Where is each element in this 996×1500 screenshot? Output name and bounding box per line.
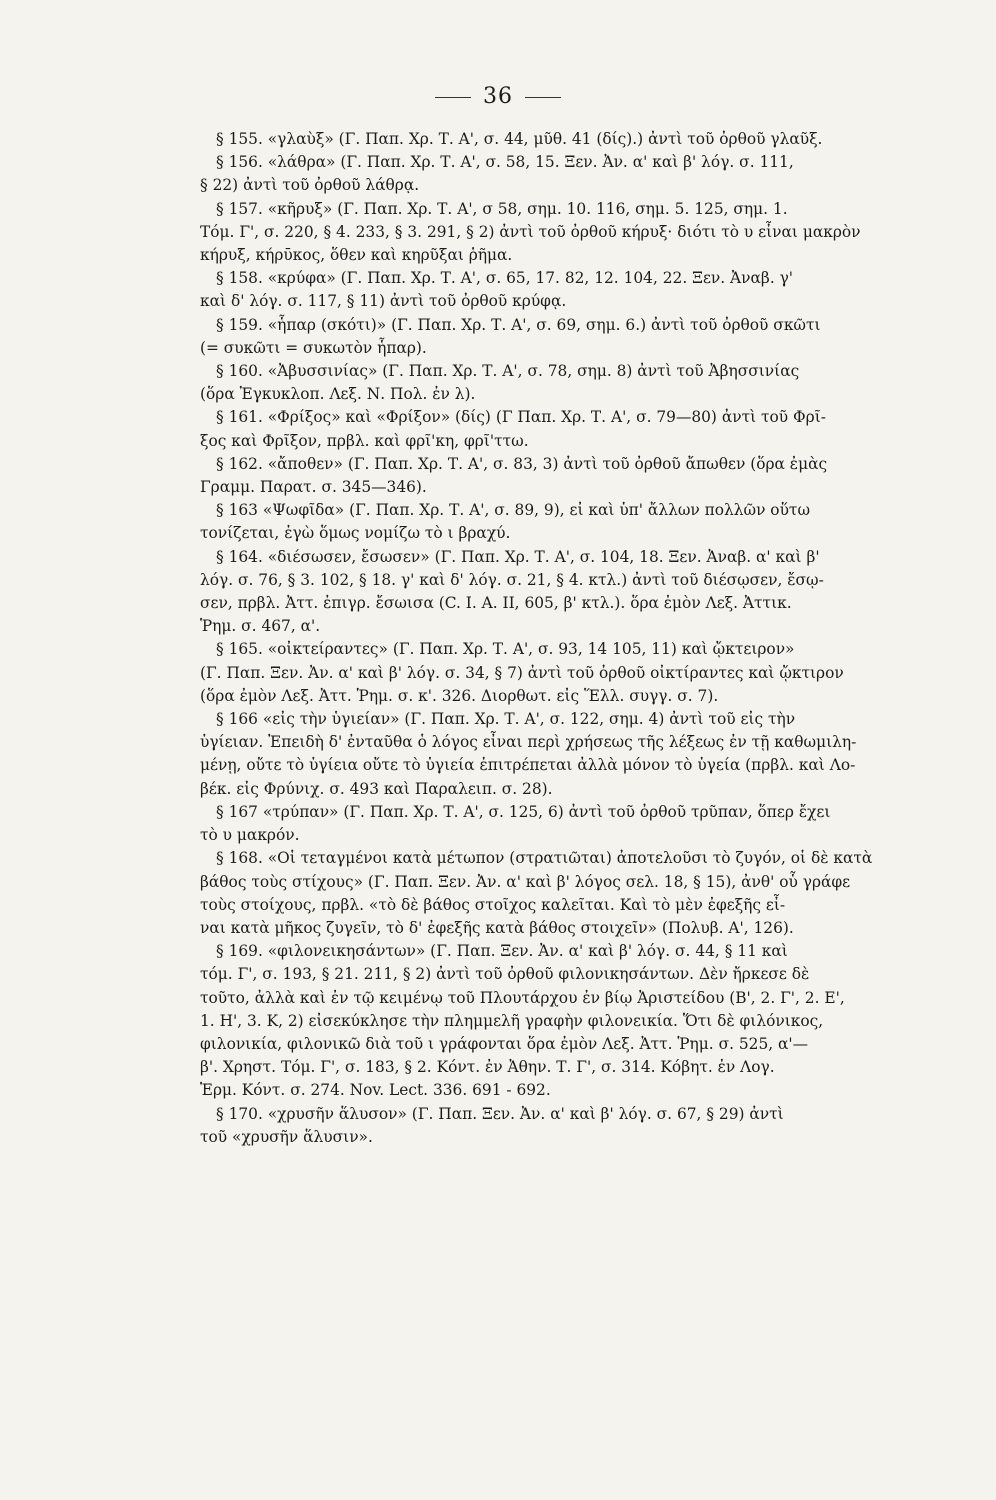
text-line: § 164. «διέσωσεν, ἔσωσεν» (Γ. Παπ. Χρ. Τ. Α', σ. 104, 18. Ξεν. Ἀναβ. α' καὶ β' bbox=[216, 547, 820, 566]
text-line: ξος καὶ Φρῖξον, πρβλ. καὶ φρῖ'κη, φρῖ'ττω. bbox=[200, 431, 529, 450]
text-line: (Γ. Παπ. Ξεν. Ἀν. α' καὶ β' λόγ. σ. 34, § 7) ἀντὶ τοῦ ὀρθοῦ οἰκτίραντες καὶ ᾤκτιρον bbox=[200, 663, 844, 682]
right-dash bbox=[525, 97, 561, 98]
text-line: φιλονικία, φιλονικῶ διὰ τοῦ ι γράφονται ὅρα ἐμὸν Λεξ. Ἀττ. Ῥημ. σ. 525, α'— bbox=[200, 1034, 809, 1053]
text-line: σεν, πρβλ. Ἀττ. ἐπιγρ. ἔσωισα (C. I. A. II, 605, β' κτλ.). ὅρα ἐμὸν Λεξ. Ἀττικ. bbox=[200, 594, 792, 613]
text-line: τοῦ «χρυσῆν ἅλυσιν». bbox=[200, 1127, 373, 1146]
body-text bbox=[200, 128, 958, 1149]
text-line: § 166 «εἰς τὴν ὑγιείαν» (Γ. Παπ. Χρ. Τ. Α', σ. 122, σημ. 4) ἀντὶ τοῦ εἰς τὴν bbox=[216, 710, 796, 729]
text-line: Ῥημ. σ. 467, α'. bbox=[200, 617, 321, 636]
text-line: § 157. «κῆρυξ» (Γ. Παπ. Χρ. Τ. Α', σ 58, σημ. 10. 116, σημ. 5. 125, σημ. 1. bbox=[216, 199, 788, 218]
text-line: ναι κατὰ μῆκος ζυγεῖν, τὸ δ' ἐφεξῆς κατὰ βάθος στοιχεῖν» (Πολυβ. Α', 126). bbox=[200, 918, 794, 937]
text-line: § 162. «ἄποθεν» (Γ. Παπ. Χρ. Τ. Α', σ. 83, 3) ἀντὶ τοῦ ὀρθοῦ ἄπωθεν (ὅρα ἐμὰς bbox=[216, 454, 828, 473]
text-line: § 169. «φιλονεικησάντων» (Γ. Παπ. Ξεν. Ἀν. α' καὶ β' λόγ. σ. 44, § 11 καὶ bbox=[216, 942, 788, 961]
text-line: § 158. «κρύφα» (Γ. Παπ. Χρ. Τ. Α', σ. 65, 17. 82, 12. 104, 22. Ξεν. Ἀναβ. γ' bbox=[216, 269, 794, 288]
text-line: § 156. «λάθρα» (Γ. Παπ. Χρ. Τ. Α', σ. 58, 15. Ξεν. Ἀν. α' καὶ β' λόγ. σ. 111, bbox=[216, 153, 794, 172]
text-line: (ὅρα Ἐγκυκλοπ. Λεξ. Ν. Πολ. ἐν λ). bbox=[200, 385, 476, 404]
text-line: § 161. «Φρίξος» καὶ «Φρίξον» (δίς) (Γ Παπ. Χρ. Τ. Α', σ. 79—80) ἀντὶ τοῦ Φρῖ- bbox=[216, 408, 826, 427]
text-line: § 163 «Ψωφῖδα» (Γ. Παπ. Χρ. Τ. Α', σ. 89, 9), εἰ καὶ ὑπ' ἄλλων πολλῶν οὕτω bbox=[216, 501, 810, 520]
text-line: τοὺς στοίχους, πρβλ. «τὸ δὲ βάθος στοῖχος καλεῖται. Καὶ τὸ μὲν ἐφεξῆς εἶ- bbox=[200, 895, 786, 914]
text-line: § 168. «Οἱ τεταγμένοι κατὰ μέτωπον (στρατιῶται) ἀποτελοῦσι τὸ ζυγόν, οἱ δὲ κατὰ bbox=[216, 849, 873, 868]
text-line: § 22) ἀντὶ τοῦ ὀρθοῦ λάθρᾳ. bbox=[200, 176, 420, 195]
text-line: § 159. «ἧπαρ (σκότι)» (Γ. Παπ. Χρ. Τ. Α', σ. 69, σημ. 6.) ἀντὶ τοῦ ὀρθοῦ σκῶτι bbox=[216, 315, 821, 334]
page-header bbox=[0, 84, 996, 109]
text-line: Τόμ. Γ', σ. 220, § 4. 233, § 3. 291, § 2) ἀντὶ τοῦ ὀρθοῦ κήρυξ· διότι τὸ υ εἶναι μακρὸν bbox=[200, 222, 861, 241]
text-line: λόγ. σ. 76, § 3. 102, § 18. γ' καὶ δ' λόγ. σ. 21, § 4. κτλ.) ἀντὶ τοῦ διέσῳσεν, ἔσῳ- bbox=[200, 570, 824, 589]
text-line: τὸ υ μακρόν. bbox=[200, 826, 300, 845]
text-line: § 170. «χρυσῆν ἅλυσον» (Γ. Παπ. Ξεν. Ἀν. α' καὶ β' λόγ. σ. 67, § 29) ἀντὶ bbox=[216, 1104, 784, 1123]
text-line: τοῦτο, ἀλλὰ καὶ ἐν τῷ κειμένῳ τοῦ Πλουτάρχου ἐν βίῳ Ἀριστείδου (Β', 2. Γ', 2. Ε', bbox=[200, 988, 845, 1007]
text-line: § 167 «τρύπαν» (Γ. Παπ. Χρ. Τ. Α', σ. 125, 6) ἀντὶ τοῦ ὀρθοῦ τρῦπαν, ὅπερ ἔχει bbox=[216, 802, 831, 821]
text-line: τονίζεται, ἐγὼ ὅμως νομίζω τὸ ι βραχύ. bbox=[200, 524, 511, 543]
text-line: βέκ. εἰς Φρύνιχ. σ. 493 καὶ Παραλειπ. σ. 28). bbox=[200, 779, 553, 798]
text-line: Ἑρμ. Κόντ. σ. 274. Nov. Lect. 336. 691 - 692. bbox=[200, 1081, 551, 1100]
text-line: 1. Η', 3. Κ, 2) εἰσεκύκλησε τὴν πλημμελῆ γραφὴν φιλονεικία. Ὅτι δὲ φιλόνικος, bbox=[200, 1011, 824, 1030]
text-line: § 155. «γλαὺξ» (Γ. Παπ. Χρ. Τ. Α', σ. 44, μῦθ. 41 (δίς).) ἀντὶ τοῦ ὀρθοῦ γλαῦξ. bbox=[216, 130, 823, 148]
text-line: § 160. «Ἀβυσσινίας» (Γ. Παπ. Χρ. Τ. Α', σ. 78, σημ. 8) ἀντὶ τοῦ Ἀβησσινίας bbox=[216, 362, 800, 381]
text-line: Γραμμ. Παρατ. σ. 345—346). bbox=[200, 478, 427, 497]
page-number: 36 bbox=[483, 84, 513, 109]
text-line: (= συκῶτι = συκωτὸν ἧπαρ). bbox=[200, 338, 427, 357]
text-line: μένῃ, οὔτε τὸ ὑγίεια οὔτε τὸ ὑγιεία ἐπιτρέπεται ἀλλὰ μόνον τὸ ὑγεία (πρβλ. καὶ Λο- bbox=[200, 756, 856, 775]
text-line: § 165. «οἰκτείραντες» (Γ. Παπ. Χρ. Τ. Α', σ. 93, 14 105, 11) καὶ ᾤκτειρον» bbox=[216, 640, 795, 659]
left-dash bbox=[435, 97, 471, 98]
text-line: β'. Χρηστ. Τόμ. Γ', σ. 183, § 2. Κόντ. ἐν Ἀθην. Τ. Γ', σ. 314. Κόβητ. ἐν Λογ. bbox=[200, 1058, 775, 1077]
text-line: (ὅρα ἐμὸν Λεξ. Ἀττ. Ῥημ. σ. κ'. 326. Διορθωτ. εἰς Ἕλλ. συγγ. σ. 7). bbox=[200, 686, 719, 705]
text-line: κήρυξ, κήρῡκος, ὅθεν καὶ κηρῦξαι ῥῆμα. bbox=[200, 246, 513, 265]
text-line: καὶ δ' λόγ. σ. 117, § 11) ἀντὶ τοῦ ὀρθοῦ κρύφᾳ. bbox=[200, 292, 567, 311]
text-line: βάθος τοὺς στίχους» (Γ. Παπ. Ξεν. Ἀν. α' καὶ β' λόγος σελ. 18, § 15), ἀνθ' οὗ γράφε bbox=[200, 872, 851, 891]
text-line: τόμ. Γ', σ. 193, § 21. 211, § 2) ἀντὶ τοῦ ὀρθοῦ φιλονικησάντων. Δὲν ἤρκεσε δὲ bbox=[200, 965, 810, 984]
text-line: ὑγίειαν. Ἐπειδὴ δ' ἐνταῦθα ὁ λόγος εἶναι περὶ χρήσεως τῆς λέξεως ἐν τῇ καθωμιλη- bbox=[200, 733, 857, 752]
